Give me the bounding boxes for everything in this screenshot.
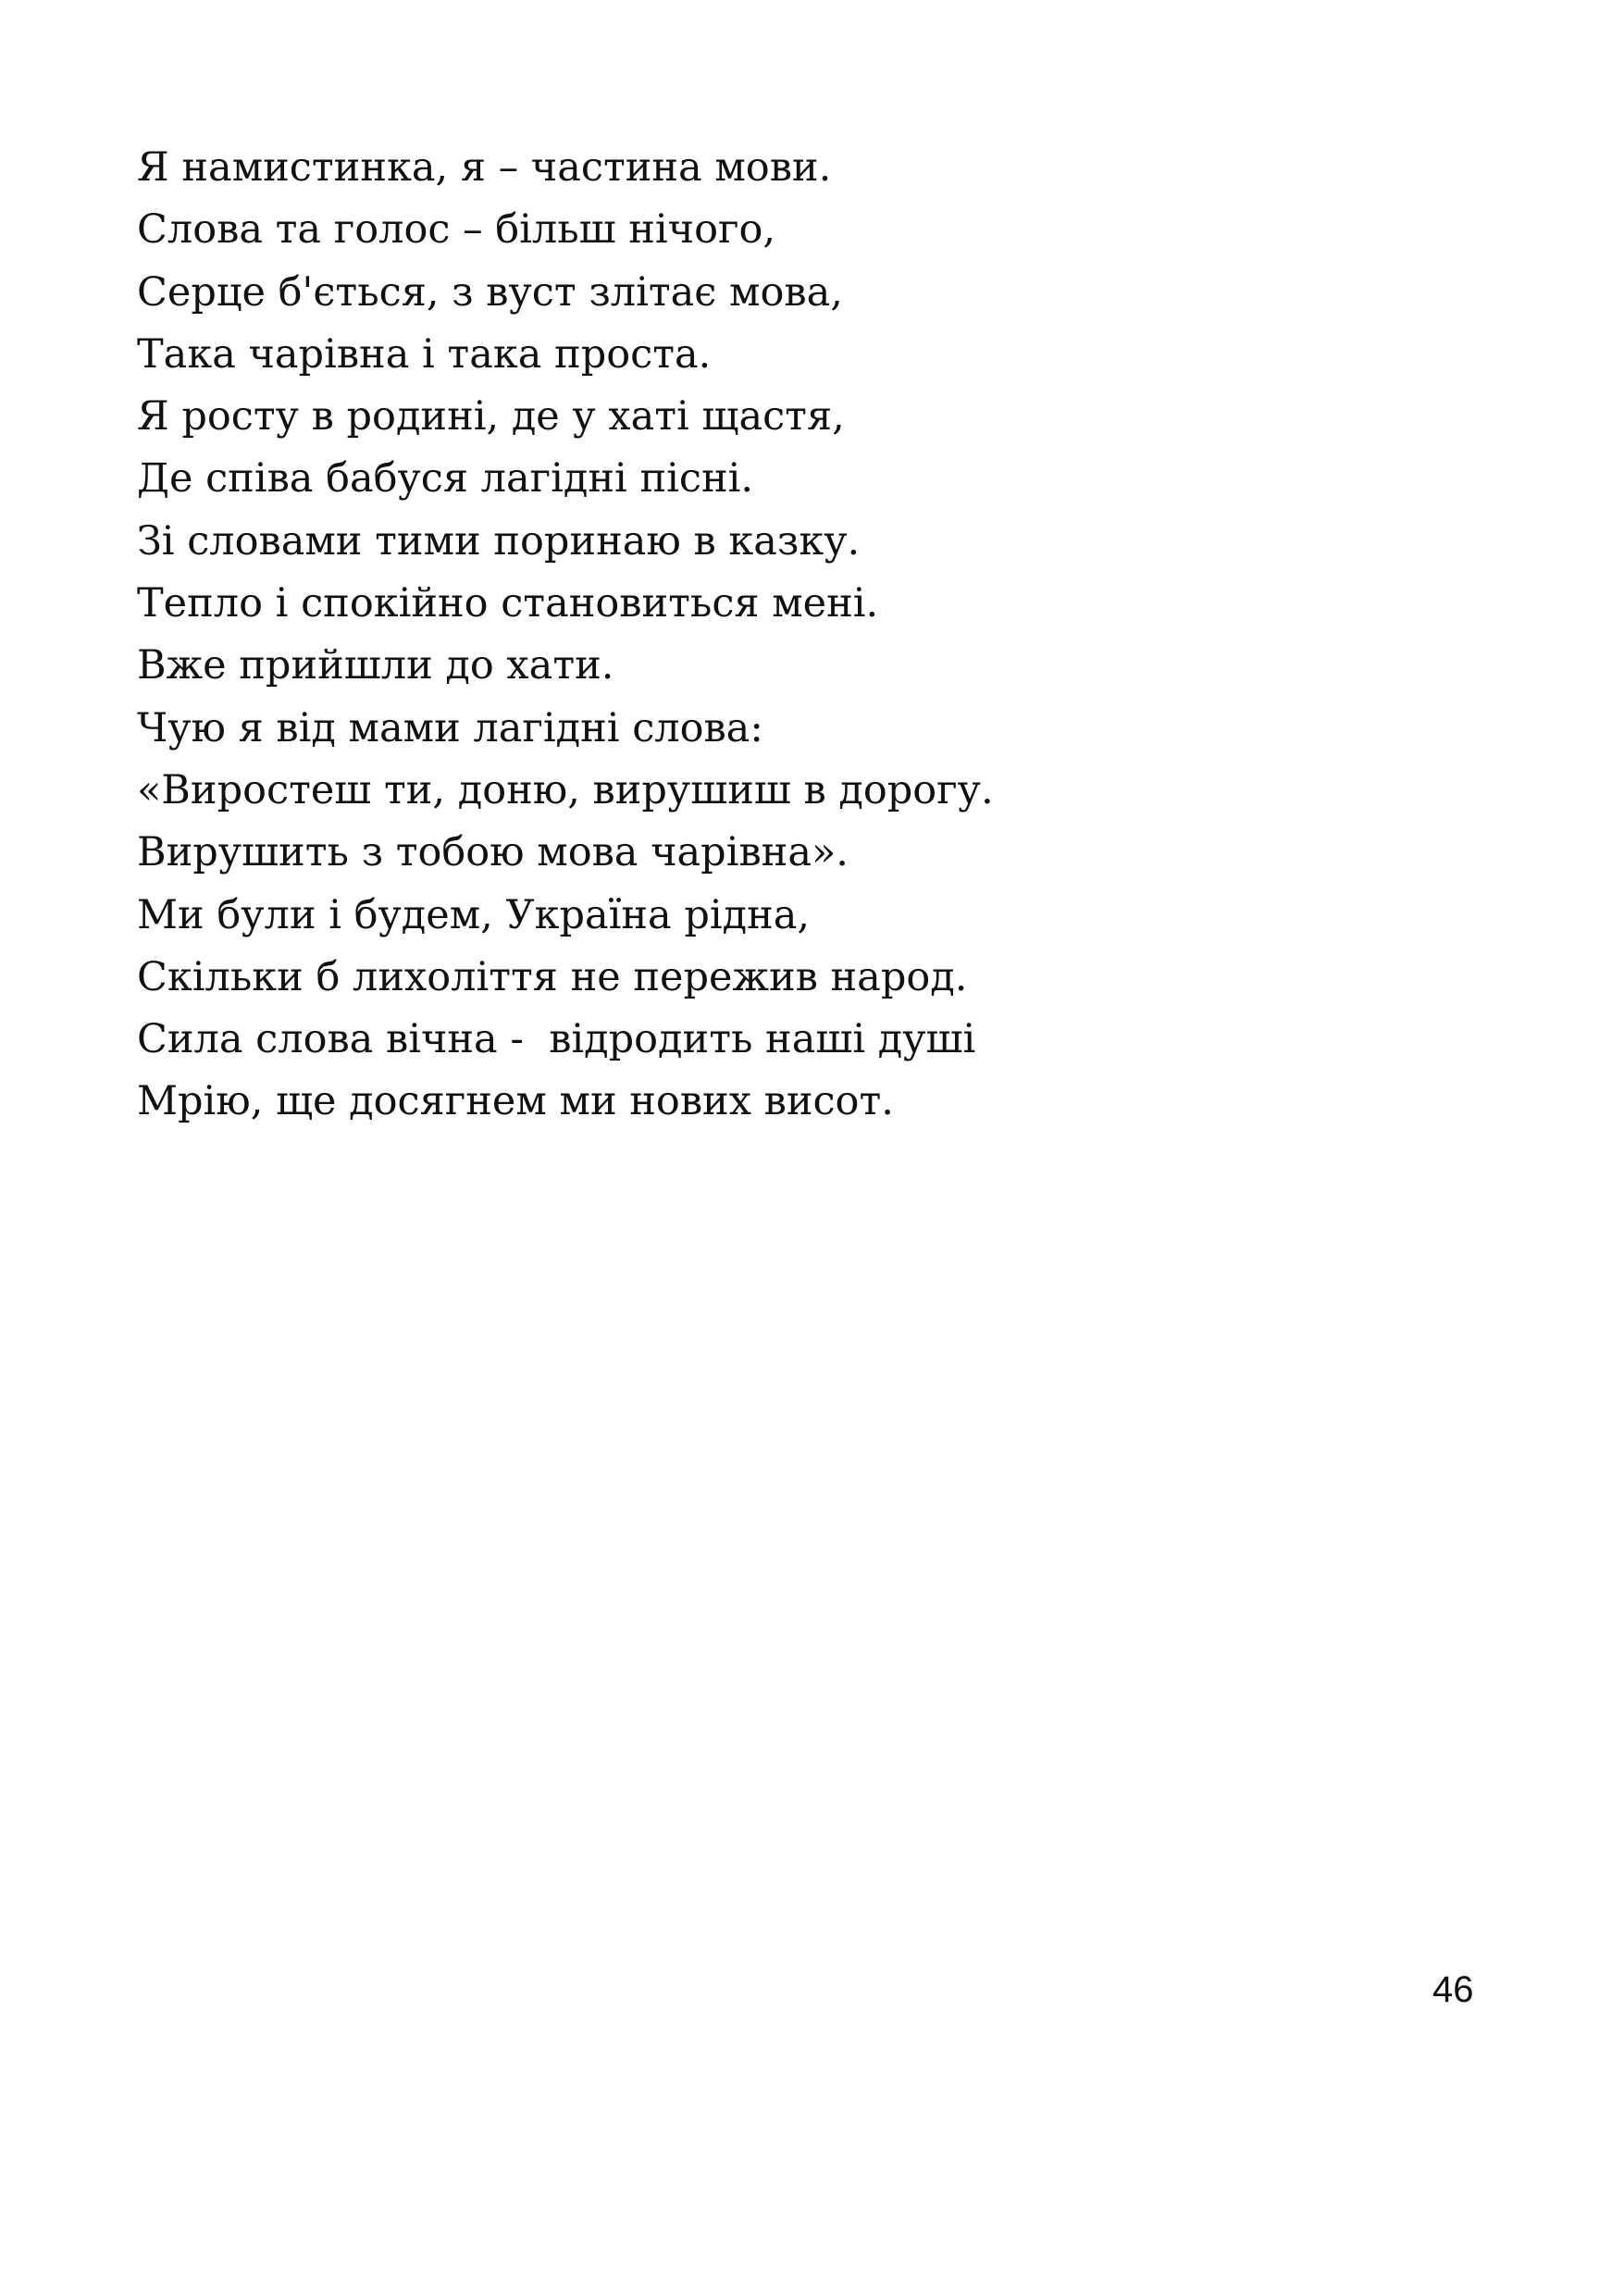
poem-line: Я намистинка, я – частина мови. xyxy=(137,144,832,191)
poem-line: Вирушить з тобою мова чарівна». xyxy=(137,829,849,876)
poem-line: Така чарівна і така проста. xyxy=(137,330,712,378)
poem-line: Тепло і спокійно становиться мені. xyxy=(137,580,879,627)
poem-line: Скільки б лихоліття не пережив народ. xyxy=(137,953,968,1000)
poem-line: Мрію, ще досягнем ми нових висот. xyxy=(137,1078,894,1125)
poem-line: Вже прийшли до хати. xyxy=(137,642,614,689)
poem-line: Сила слова вічна - відродить наші душі xyxy=(137,1016,976,1063)
poem-line: Я росту в родині, де у хаті щастя, xyxy=(137,393,845,441)
page-number: 46 xyxy=(1432,1969,1474,2010)
poem-line: Де співа бабуся лагідні пісні. xyxy=(137,455,754,503)
poem-line: Слова та голос – більш нічого, xyxy=(137,206,776,254)
poem-line: Зі словами тими поринаю в казку. xyxy=(137,517,861,565)
poem-line: Чую я від мами лагідні слова: xyxy=(137,704,763,751)
poem-line: Ми були і будем, Україна рідна, xyxy=(137,891,811,938)
poem-line: Серце б'ється, з вуст злітає мова, xyxy=(137,268,843,316)
poem-text xyxy=(137,137,994,1134)
poem-line: «Виростеш ти, доню, вирушиш в дорогу. xyxy=(137,766,994,813)
